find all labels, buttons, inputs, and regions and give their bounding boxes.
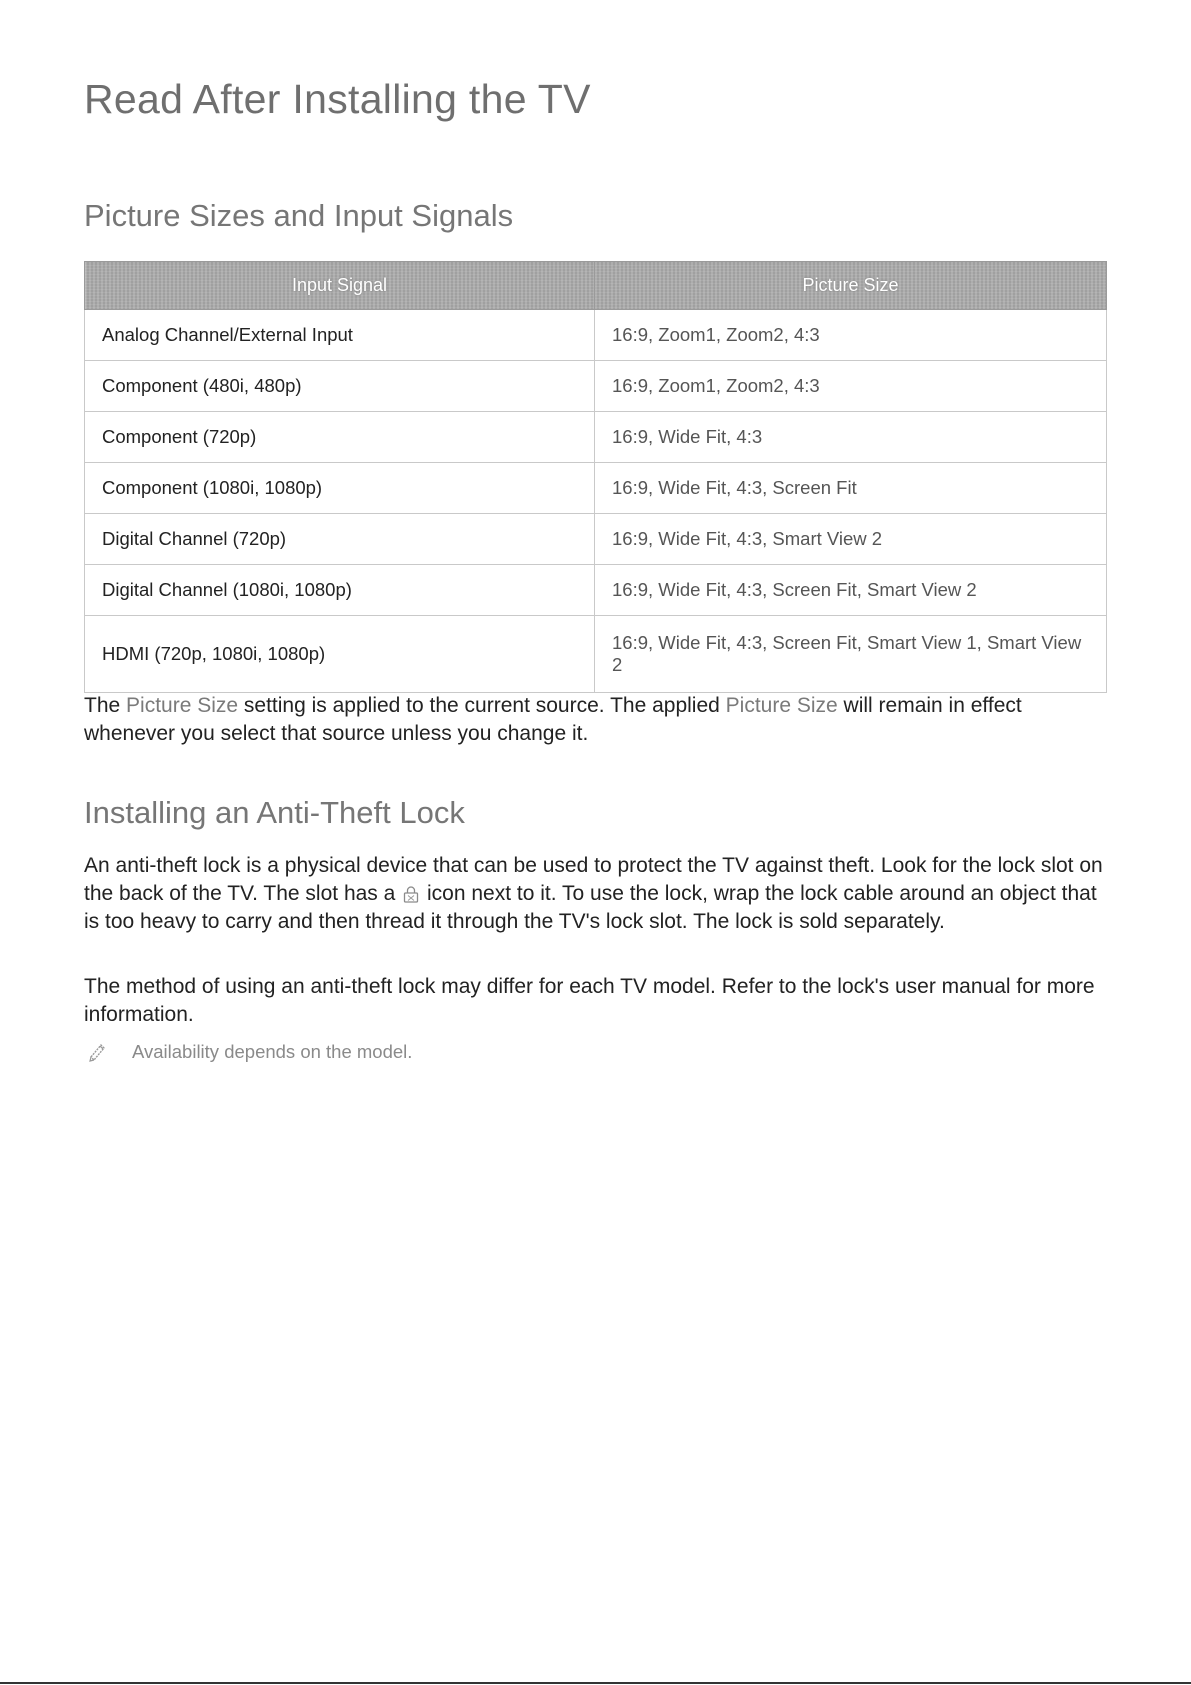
input-signal-cell: Component (720p): [85, 412, 595, 463]
picture-size-cell: 16:9, Wide Fit, 4:3, Screen Fit, Smart View 1, Smart View 2: [595, 616, 1107, 693]
picture-size-cell: 16:9, Zoom1, Zoom2, 4:3: [595, 310, 1107, 361]
input-signal-cell: Digital Channel (1080i, 1080p): [85, 565, 595, 616]
picture-size-cell: 16:9, Zoom1, Zoom2, 4:3: [595, 361, 1107, 412]
section-heading-picture-sizes: Picture Sizes and Input Signals: [84, 198, 514, 233]
paragraph-text: icon next to it. To use the lock, wrap the lock cable around an object that is too heavy to carry and then thread it through the TV's lock slot. The lock is sold separately.: [84, 882, 1097, 933]
picture-size-term: Picture Size: [725, 694, 838, 717]
picture-size-note-paragraph: [84, 692, 1114, 748]
table-row: [85, 616, 1107, 693]
table-row: [85, 514, 1107, 565]
input-signal-cell: Analog Channel/External Input: [85, 310, 595, 361]
note-text: Availability depends on the model.: [132, 1041, 413, 1062]
picture-size-term: Picture Size: [126, 694, 239, 717]
input-signal-cell: Component (1080i, 1080p): [85, 463, 595, 514]
table-row: [85, 565, 1107, 616]
input-signal-cell: Component (480i, 480p): [85, 361, 595, 412]
picture-size-cell: 16:9, Wide Fit, 4:3: [595, 412, 1107, 463]
paragraph-text: The: [84, 694, 127, 717]
lock-icon: [403, 883, 419, 901]
pencil-icon: [86, 1040, 108, 1062]
anti-theft-lock-paragraph: [84, 852, 1114, 936]
picture-size-table: [84, 261, 1107, 693]
table-row: [85, 412, 1107, 463]
column-header-input-signal: Input Signal: [85, 262, 595, 310]
paragraph-text: will remain in effect whenever you select that source unless you change it.: [84, 694, 1022, 745]
section-heading-anti-theft-lock: Installing an Anti-Theft Lock: [84, 795, 465, 830]
table-row: [85, 361, 1107, 412]
page-title: Read After Installing the TV: [84, 76, 591, 122]
picture-size-cell: 16:9, Wide Fit, 4:3, Smart View 2: [595, 514, 1107, 565]
picture-size-cell: 16:9, Wide Fit, 4:3, Screen Fit, Smart View 2: [595, 565, 1107, 616]
availability-note: [84, 1040, 412, 1063]
lock-method-paragraph: The method of using an anti-theft lock may differ for each TV model. Refer to the lock's user manual for more information.: [84, 975, 1095, 1026]
input-signal-cell: Digital Channel (720p): [85, 514, 595, 565]
picture-size-cell: 16:9, Wide Fit, 4:3, Screen Fit: [595, 463, 1107, 514]
table-row: [85, 463, 1107, 514]
paragraph-text: An anti-theft lock is a physical device that can be used to protect the TV against theft. Look for the lock slot on the back of the TV. The slot has a: [84, 854, 1103, 905]
input-signal-cell: HDMI (720p, 1080i, 1080p): [85, 616, 595, 693]
table-header-row: [85, 262, 1107, 310]
table-row: [85, 310, 1107, 361]
column-header-picture-size: Picture Size: [595, 262, 1107, 310]
paragraph-text: setting is applied to the current source. The applied: [238, 694, 726, 717]
page-bottom-rule: [0, 1682, 1191, 1684]
